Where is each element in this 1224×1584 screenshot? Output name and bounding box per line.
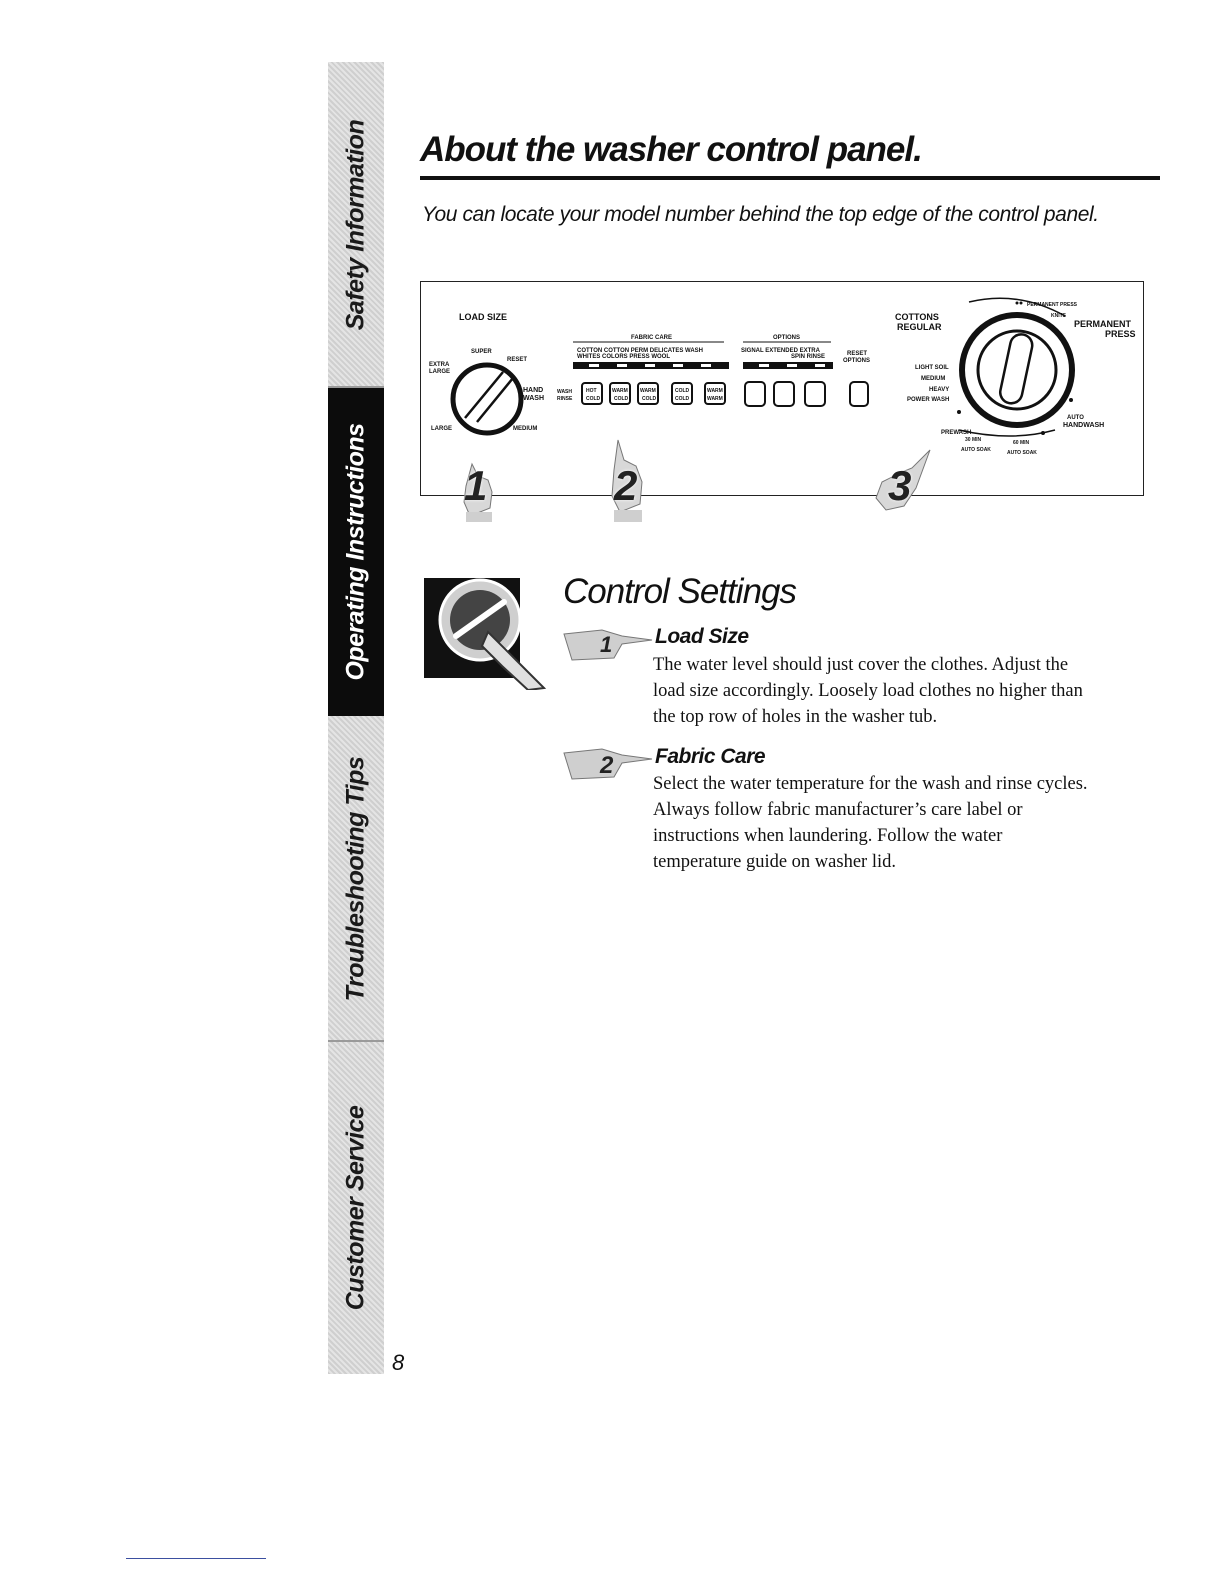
svg-text:WARM: WARM	[707, 388, 723, 394]
signal-button[interactable]	[745, 382, 765, 406]
svg-text:COLD: COLD	[675, 396, 690, 402]
fabric-care-title: FABRIC CARE	[631, 335, 673, 341]
tab-customer-service[interactable]: Customer Service	[328, 1042, 384, 1374]
tab-troubleshooting-tips[interactable]: Troubleshooting Tips	[328, 716, 384, 1042]
footer-rule	[126, 1558, 266, 1559]
load-size-title: LOAD SIZE	[459, 312, 508, 322]
load-size-large-top: LARGE	[429, 369, 450, 375]
svg-text:WARM: WARM	[640, 388, 656, 394]
fabric-care-button-4[interactable]	[672, 383, 692, 404]
cycle-heavy: HEAVY	[929, 387, 950, 393]
svg-text:COLD: COLD	[642, 396, 657, 402]
callout-2: 2	[606, 438, 652, 522]
cycle-cottons: COTTONS	[895, 312, 939, 322]
load-size-knob[interactable]	[453, 365, 521, 433]
cycle-power-wash: POWER WASH	[907, 397, 950, 403]
fabric-care-button-1[interactable]	[582, 383, 602, 404]
cycle-handwash: HANDWASH	[1063, 422, 1105, 429]
load-size-large: LARGE	[431, 426, 452, 432]
svg-text:2: 2	[600, 752, 614, 779]
fabric-care-rinse-label: RINSE	[557, 396, 573, 402]
pointing-hand-icon	[562, 745, 654, 781]
load-size-wash: WASH	[523, 395, 544, 402]
tab-operating-instructions[interactable]: Operating Instructions	[328, 388, 384, 716]
svg-text:COLD: COLD	[614, 396, 629, 402]
load-size-heading: Load Size	[655, 625, 749, 648]
cycle-permanent-press-top: PERMANENT PRESS	[1027, 302, 1078, 308]
section-tabs	[328, 62, 384, 1374]
pointing-hand-icon	[562, 626, 654, 662]
callout-1: 1	[456, 462, 502, 520]
cycle-auto-soak-2: AUTO SOAK	[1007, 450, 1037, 456]
options-reset-label: RESET	[847, 351, 868, 357]
fabric-care-text: Select the water temperature for the wash and rinse cycles. Always follow fabric manufacturer’s care label or instructions when laundering. Follow the water temperature guide on washer lid.	[653, 774, 1088, 872]
load-size-hand: HAND	[523, 387, 544, 394]
cycle-auto: AUTO	[1067, 415, 1084, 421]
options-options-label: OPTIONS	[843, 358, 871, 364]
fabric-care-row2: WHITES COLORS PRESS WOOL	[577, 354, 671, 360]
hand-turning-knob-icon	[424, 570, 554, 690]
options-title: OPTIONS	[773, 335, 801, 341]
control-settings-heading: Control Settings	[563, 572, 797, 611]
svg-text:1: 1	[600, 632, 613, 657]
title-rule	[420, 176, 1160, 180]
extended-spin-button[interactable]	[774, 382, 794, 406]
cycle-auto-soak-1: AUTO SOAK	[961, 447, 991, 453]
extra-rinse-button[interactable]	[805, 382, 825, 406]
cycle-knob[interactable]	[962, 315, 1072, 425]
cycle-prewash: PREWASH	[941, 430, 972, 436]
control-panel-svg	[421, 282, 1145, 497]
fabric-care-heading: Fabric Care	[655, 745, 766, 768]
load-size-medium: MEDIUM	[513, 426, 538, 432]
tab-safety-information[interactable]: Safety Information	[328, 62, 384, 388]
svg-text:HOT: HOT	[586, 388, 597, 394]
page-title: About the washer control panel.	[420, 130, 922, 169]
fabric-care-row1: COTTON COTTON PERM DELICATES WASH	[577, 348, 704, 354]
svg-text:WARM: WARM	[707, 396, 723, 402]
fabric-care-button-3[interactable]	[638, 383, 658, 404]
load-size-extra: EXTRA	[429, 362, 450, 368]
cycle-knits: KNITS	[1051, 313, 1066, 319]
cycle-medium: MEDIUM	[921, 376, 946, 382]
svg-text:COLD: COLD	[586, 396, 601, 402]
fabric-care-wash-label: WASH	[557, 389, 572, 395]
svg-text:WARM: WARM	[612, 388, 628, 394]
page-number: 8	[392, 1350, 405, 1375]
cycle-permanent: PERMANENT	[1074, 319, 1132, 329]
options-row2: SPIN RINSE	[791, 354, 826, 360]
cycle-press: PRESS	[1105, 329, 1136, 339]
reset-options-button[interactable]	[850, 382, 868, 406]
load-size-super: SUPER	[471, 349, 492, 355]
cycle-30-min: 30 MIN	[965, 437, 982, 443]
fabric-care-button-2[interactable]	[610, 383, 630, 404]
callout-3: 3	[872, 448, 932, 514]
cycle-60-min: 60 MIN	[1013, 440, 1030, 446]
load-size-text: The water level should just cover the clothes. Adjust the load size accordingly. Loosely load clothes no higher than the top row of holes in the washer tub.	[653, 655, 1083, 727]
cycle-light-soil: LIGHT SOIL	[915, 365, 949, 371]
load-size-reset: RESET	[507, 357, 528, 363]
svg-text:COLD: COLD	[675, 388, 690, 394]
options-row1: SIGNAL EXTENDED EXTRA	[741, 348, 820, 354]
control-panel-diagram	[420, 281, 1144, 496]
page-subtitle: You can locate your model number behind the top edge of the control panel.	[422, 203, 1099, 226]
fabric-care-button-5[interactable]	[705, 383, 725, 404]
cycle-regular: REGULAR	[897, 322, 942, 332]
